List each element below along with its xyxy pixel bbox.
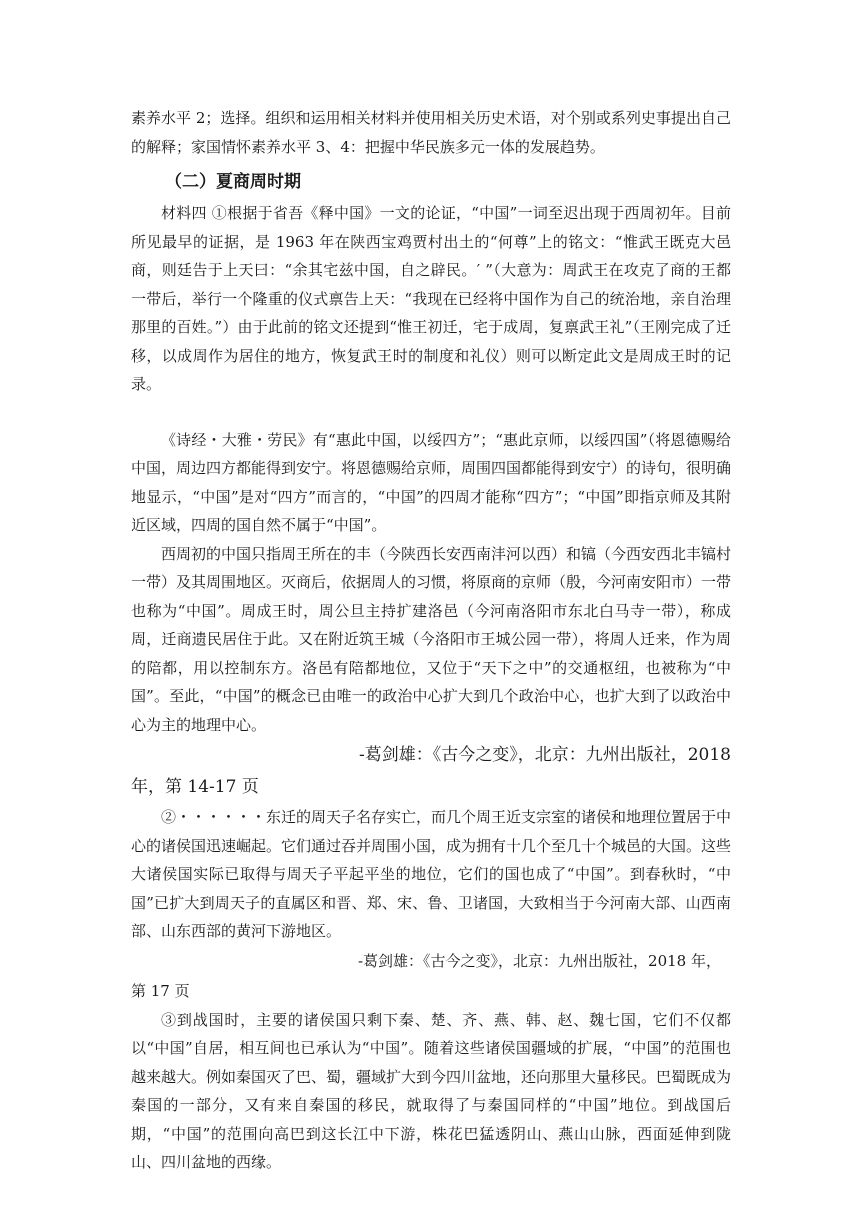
paragraph-spacer — [131, 399, 731, 426]
citation-2-line-2: 第 17 页 — [131, 981, 190, 1000]
material4-paragraph-3: 西周初的中国只指周王所在的丰（今陕西长安西南沣河以西）和镐（今西安西北丰镐村一带）及其周围地区。灭商后，依据周人的习惯，将原商的京师（殷，今河南安阳市）一带也称为“中国”。周成王时，周公旦主持扩建洛邑（今河南洛阳市东北白马寺一带），称成周，迁商遗民居住于此。又在附近筑王城（今洛阳市王城公园一带），将周人迁来，作为周的陪都，用以控制东方。洛邑有陪都地位，又位于“天下之中”的交通枢纽，也被称为“中国”。至此，“中国”的概念已由唯一的政治中心扩大到几个政治中心，也扩大到了以政治中心为主的地理中心。 — [131, 544, 732, 734]
material4-paragraph-5: ③到战国时，主要的诸侯国只剩下秦、楚、齐、燕、韩、赵、魏七国，它们不仅都以“中国”自居，相互间也已承认为“中国”。随着这些诸侯国疆域的扩展，“中国”的范围也越来越大。例如秦国灭了巴、蜀，疆域扩大到今四川盆地，还向那里大量移民。巴蜀既成为秦国的一部分，又有来自秦国的移民，就取得了与秦国同样的“中国”地位。到战国后期，“中国”的范围向高巴到这长江中下游，株花巴猛透阴山、燕山山脉，西面延伸到陇山、四川盆地的西缘。 — [131, 1010, 732, 1171]
citation-1 — [131, 739, 731, 803]
citation-1-line-2: 年，第 14-17 页 — [131, 777, 259, 797]
page-content — [131, 104, 731, 1177]
material4-paragraph-1: 材料四 ①根据于省吾《释中国》一文的论证，“中国”一词至迟出现于西周初年。目前所见最早的证据，是 1963 年在陕西宝鸡贾村出土的“何尊”上的铭文：“惟武王既克大邑商，则廷告于上天曰：“余其宅兹中国，自之辟民。′ ”（大意为：周武王在攻克了商的王都一带后，举行一个隆重的仪式禀告上天：“我现在已经将中国作为自己的统治地，亲自治理那里的百姓。”）由于此前的铭文还提到“惟王初迁，宅于成周，复禀武王礼”（王刚完成了迁移，以成周作为居住的地方，恢复武王时的制度和礼仪）则可以断定此文是周成王时的记录。 — [131, 204, 731, 393]
material4-paragraph-2: 《诗经・大雅・劳民》有“惠此中国，以绥四方”；“惠此京师，以绥四国”（将恩德赐给中国，周边四方都能得到安宁。将恩德赐给京师，周围四国都能得到安宁）的诗句，很明确地显示，“中国”是对“四方”而言的，“中国”的四周才能称“四方”；“中国”即指京师及其附近区域，四周的国自然不属于“中国”。 — [131, 430, 732, 534]
section-heading: （二）夏商周时期 — [165, 172, 301, 192]
citation-2 — [131, 946, 731, 1006]
material4-paragraph-4: ②・・・・・・东迁的周天子名存实亡，而几个周王近支宗室的诸侯和地理位置居于中心的诸侯国迅速崛起。它们通过吞并周围小国，成为拥有十几个至几十个城邑的大国。这些大诸侯国实际已取得与周天子平起平坐的地位，它们的国也成了“中国”。到春秋时，“中国”已扩大到周天子的直属区和晋、郑、宋、鲁、卫诸国，大致相当于今河南大部、山西南部、山东西部的黄河下游地区。 — [131, 808, 732, 940]
intro-paragraph: 素养水平 2；选择。组织和运用相关材料并使用相关历史术语，对个别或系列史事提出自己的解释；家国情怀素养水平 3、4：把握中华民族多元一体的发展趋势。 — [131, 109, 731, 156]
citation-2-line-1: -葛剑雄：《古今之变》，北京：九州出版社，2018 年， — [357, 951, 721, 970]
citation-1-line-1: -葛剑雄：《古今之变》，北京：九州出版社，2018 — [358, 745, 731, 765]
